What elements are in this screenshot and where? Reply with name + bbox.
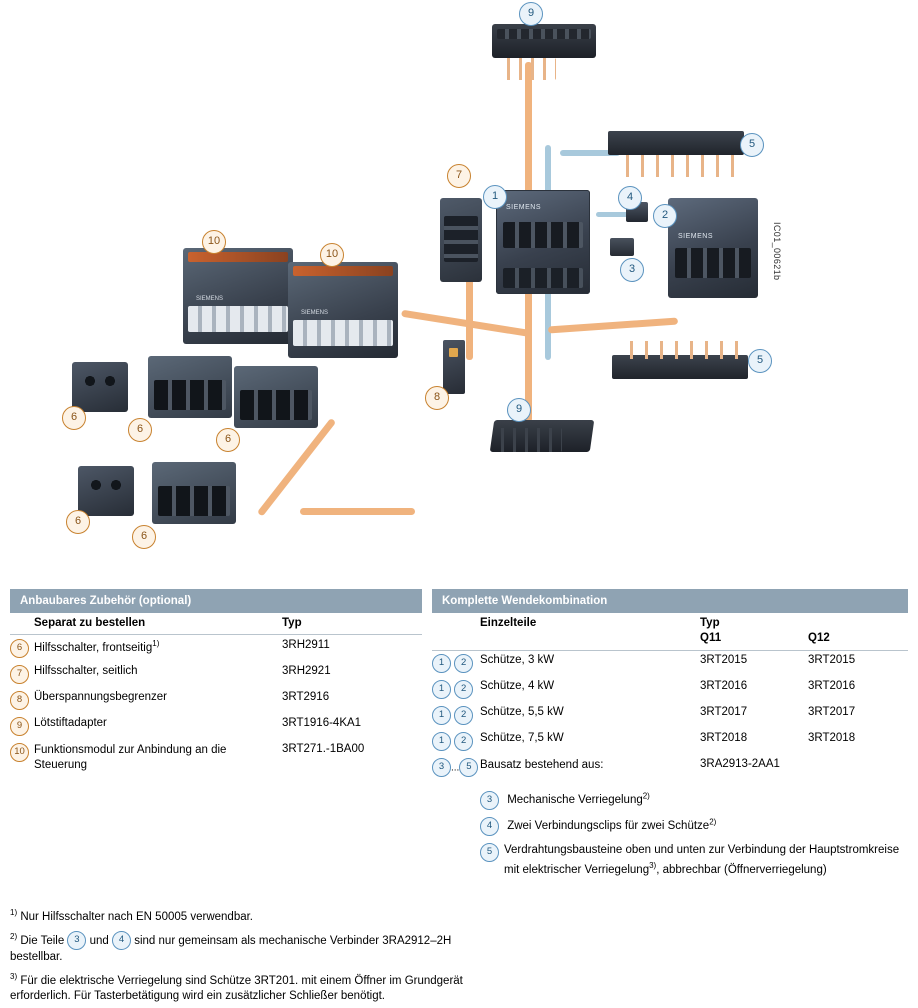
callout-1: 1: [483, 185, 507, 209]
function-module-right-terminals: [293, 320, 393, 346]
callout-9-bottom: 9: [507, 398, 531, 422]
solder-adapter-bottom-pins: [492, 428, 562, 452]
left-table: [10, 589, 422, 776]
contactor-q12-terminals: [675, 248, 751, 278]
left-table-title: Anbaubares Zubehör (optional): [10, 589, 422, 613]
callout-6-c: 6: [216, 428, 240, 452]
callout-10-left: 10: [202, 230, 226, 254]
callout-5-top: 5: [740, 133, 764, 157]
row-badge-ellipsis: ...: [451, 762, 460, 774]
row-badge: 1: [432, 732, 451, 751]
callout-8: 8: [425, 386, 449, 410]
wiring-module-top: [608, 131, 744, 155]
row-badge: 8: [10, 691, 29, 710]
footnote-2-text-b: und: [89, 934, 109, 947]
mechanical-interlock: [610, 238, 634, 256]
footnote-3: [10, 969, 480, 1004]
callout-10-right: 10: [320, 243, 344, 267]
row-badge: 1: [432, 654, 451, 673]
row-badge: 5: [459, 758, 478, 777]
left-col-header-1: Separat zu bestellen: [34, 616, 146, 629]
right-col-header-2: Typ: [700, 616, 720, 629]
footnote-3-marker: 3): [10, 972, 18, 982]
row-type: 3RH2921: [282, 664, 331, 677]
footnote-1-marker: 1): [10, 908, 18, 917]
wiring-module-bottom-pins: [618, 341, 740, 359]
row-q11: 3RT2016: [700, 680, 748, 692]
row-label: Schütze, 3 kW: [480, 654, 555, 666]
row-badge: 2: [454, 680, 473, 699]
footnotes: [10, 905, 480, 1008]
row-q11: 3RT2018: [700, 732, 748, 744]
callout-4: 4: [618, 186, 642, 210]
row-q12: 3RT2015: [808, 654, 856, 666]
row-q11: 3RA2913-2AA1: [700, 758, 780, 770]
aux-switch-front-2-terminals: [154, 380, 226, 410]
contactor-q11-terminals: [503, 222, 583, 248]
function-module-left-brand: SIEMENS: [196, 296, 224, 302]
row-q12: 3RT2016: [808, 680, 856, 692]
right-col-subheader-q11: Q11: [700, 632, 722, 644]
surge-suppressor-led: [449, 348, 458, 357]
aux-switch-front-4-holes: [88, 478, 124, 492]
subitem-footnote-ref: 2): [709, 817, 717, 827]
subitem-footnote-ref: 3): [649, 860, 657, 870]
aux-switch-side-terminals: [444, 216, 478, 262]
row-q11: 3RT2015: [700, 654, 748, 666]
right-table-sub-headers: [432, 632, 908, 648]
function-module-left-top-strip: [188, 252, 288, 262]
callout-5-bottom: 5: [748, 349, 772, 373]
table-row: [432, 651, 908, 677]
right-table: [432, 589, 908, 881]
row-type: 3RT271.-1BA00: [282, 742, 365, 755]
sub-item-row: [432, 813, 908, 839]
row-badge: 3: [432, 758, 451, 777]
connector-rod-right-horizontal: [548, 317, 678, 333]
footnote-2-text-a: Die Teile: [20, 934, 65, 947]
footnote-1: [10, 905, 480, 925]
wiring-module-top-pins: [614, 155, 736, 177]
footnote-2: [10, 929, 480, 965]
left-col-header-2: Typ: [282, 616, 302, 629]
table-row: [10, 635, 422, 661]
row-badge: 9: [10, 717, 29, 736]
left-table-column-headers: [10, 613, 422, 632]
row-type: 3RT2916: [282, 690, 330, 703]
row-label: Lötstiftadapter: [34, 716, 107, 729]
contactor-q11-brand: SIEMENS: [506, 204, 542, 211]
subitem-footnote-ref: 2): [642, 791, 650, 801]
row-label: Überspannungsbegrenzer: [34, 690, 167, 703]
solder-adapter-top-pins: [498, 58, 556, 80]
row-badge: 2: [454, 732, 473, 751]
row-label: Schütze, 4 kW: [480, 680, 555, 692]
connector-rod-lower-left: [300, 508, 415, 515]
table-row: [432, 755, 908, 781]
table-row: [432, 729, 908, 755]
subitem-badge: 4: [480, 817, 499, 836]
table-row: [10, 739, 422, 776]
row-label: Schütze, 7,5 kW: [480, 732, 564, 744]
figure-code: IC01_00621b: [772, 222, 782, 281]
callout-6-e: 6: [132, 525, 156, 549]
row-q12: 3RT2018: [808, 732, 856, 744]
row-label: Schütze, 5,5 kW: [480, 706, 564, 718]
footnote-2-marker: 2): [10, 931, 18, 941]
row-label: Bausatz bestehend aus:: [480, 759, 604, 771]
table-row: [10, 661, 422, 687]
callout-6-b: 6: [128, 418, 152, 442]
right-col-header-1: Einzelteile: [480, 616, 537, 629]
row-footnote-ref: 1): [152, 638, 160, 648]
row-badge: 2: [454, 654, 473, 673]
contactor-q11-lower-terminals: [503, 268, 583, 288]
aux-switch-front-1-holes: [82, 374, 118, 388]
connector-rod-blue-lower: [545, 290, 551, 360]
aux-switch-front-5-terminals: [158, 486, 230, 516]
footnote-3-text: Für die elektrische Verriegelung sind Schütze 3RT201. mit einem Öffner im Grundgerät erforderlich. Für Tasterbetätigung wird ein zusätzlicher Schließer benötigt.: [10, 974, 463, 1002]
table-row: [432, 703, 908, 729]
function-module-right-brand: SIEMENS: [301, 310, 329, 316]
callout-9-top: 9: [519, 2, 543, 26]
table-row: [10, 687, 422, 713]
subitem-label: Zwei Verbindungsclips für zwei Schütze: [507, 820, 710, 833]
right-col-subheader-q12: Q12: [808, 632, 830, 644]
subitem-badge: 5: [480, 843, 499, 862]
row-badge: 6: [10, 639, 29, 658]
subitem-label: Mechanische Verriegelung: [507, 794, 643, 807]
row-q11: 3RT2017: [700, 706, 748, 718]
sub-item-row: [432, 781, 908, 814]
row-label: Hilfsschalter, frontseitig: [34, 641, 153, 654]
callout-6-a: 6: [62, 406, 86, 430]
row-label: Funktionsmodul zur Anbindung an die Steuerung: [34, 743, 227, 771]
row-label: Hilfsschalter, seitlich: [34, 664, 138, 677]
row-type: 3RH2911: [282, 638, 330, 651]
callout-7: 7: [447, 164, 471, 188]
function-module-left-terminals: [188, 306, 288, 332]
footnote-1-text: Nur Hilfsschalter nach EN 50005 verwendbar.: [20, 910, 254, 923]
callout-2: 2: [653, 204, 677, 228]
contactor-q12-brand: SIEMENS: [678, 233, 714, 240]
subitem-label: Verdrahtungsbausteine oben und unten zur Verbindung der Hauptstromkreise mit elektrischer Verriegelung: [504, 843, 900, 876]
callout-3: 3: [620, 258, 644, 282]
row-badge: 2: [454, 706, 473, 725]
sub-item-row: [432, 839, 908, 881]
subitem-badge: 3: [480, 791, 499, 810]
row-badge: 1: [432, 706, 451, 725]
aux-switch-front-3-terminals: [240, 390, 312, 420]
right-table-title: Komplette Wendekombination: [432, 589, 908, 613]
row-badge: 10: [10, 743, 29, 762]
footnote-2-text-c: sind nur gemeinsam als mechanische Verbinder 3RA2912–2H bestellbar.: [10, 934, 452, 964]
footnote-2-badge-4: 4: [112, 931, 131, 950]
connector-rod-lower-left-diagonal: [257, 418, 336, 517]
function-module-right-top-strip: [293, 266, 393, 276]
footnote-2-badge-3: 3: [67, 931, 86, 950]
row-type: 3RT1916-4KA1: [282, 716, 362, 729]
row-q12: 3RT2017: [808, 706, 856, 718]
row-badge: 1: [432, 680, 451, 699]
table-row: [10, 713, 422, 739]
subitem-label-tail: , abbrechbar (Öffnerverriegelung): [656, 863, 827, 876]
solder-adapter-top-teeth: [497, 29, 591, 39]
row-badge: 7: [10, 665, 29, 684]
callout-6-d: 6: [66, 510, 90, 534]
table-row: [432, 677, 908, 703]
right-table-column-headers: [432, 613, 908, 632]
